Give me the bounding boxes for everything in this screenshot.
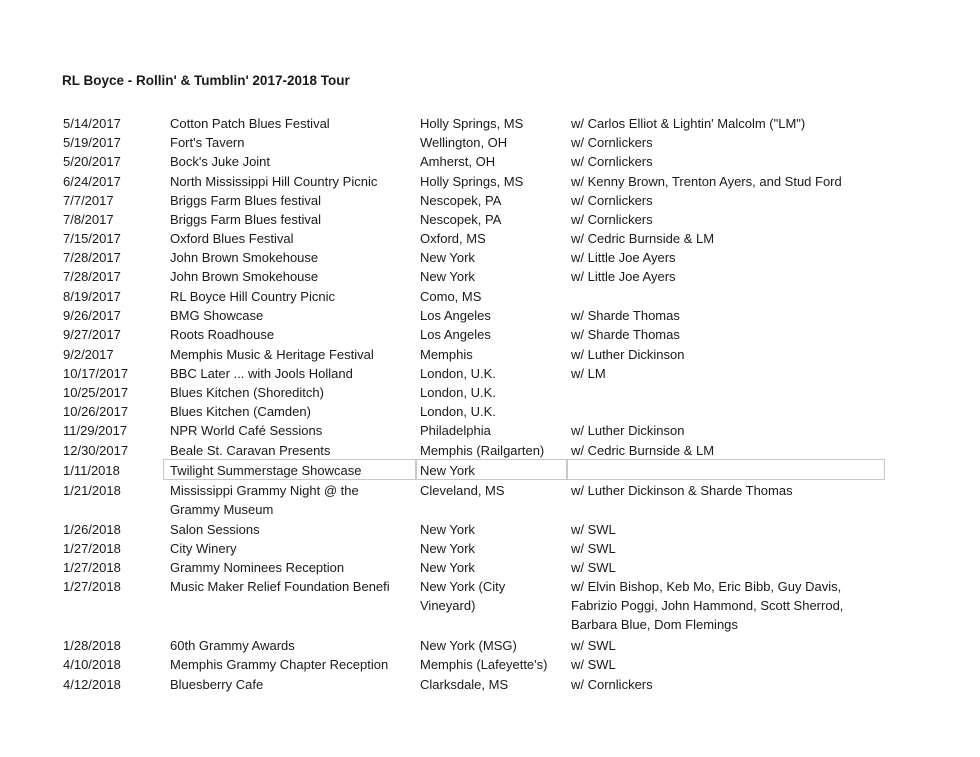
tour-location-line: Wellington, OH [420,135,508,150]
tour-date: 10/26/2017 [63,404,129,419]
tour-event-line: Mississippi Grammy Night @ the [170,483,359,498]
tour-location-line: New York [420,463,475,478]
tour-row [0,675,980,694]
tour-notes-line: w/ Cedric Burnside & LM [571,443,715,458]
tour-date: 6/24/2017 [63,174,121,189]
tour-location-line: Nescopek, PA [420,212,502,227]
tour-notes [571,152,971,171]
tour-location [420,539,565,558]
tour-date: 11/29/2017 [63,423,128,438]
tour-event-line: Blues Kitchen (Camden) [170,404,311,419]
tour-event [170,520,410,539]
tour-notes-line: w/ Cornlickers [571,154,653,169]
tour-event-line: Briggs Farm Blues festival [170,193,321,208]
tour-row [0,287,980,306]
tour-date: 10/17/2017 [63,366,129,381]
tour-event-line: Bock's Juke Joint [170,154,271,169]
tour-row [0,133,980,152]
tour-notes [571,267,971,286]
tour-row [0,402,980,421]
tour-event-line: Memphis Music & Heritage Festival [170,347,374,362]
tour-event [170,287,410,306]
tour-event-line: John Brown Smokehouse [170,269,319,284]
tour-row [0,421,980,440]
tour-location-line: Oxford, MS [420,231,486,246]
tour-location [420,364,565,383]
tour-date: 1/26/2018 [63,522,121,537]
tour-row [0,558,980,577]
tour-location [420,287,565,306]
tour-notes [571,325,971,344]
tour-date: 9/27/2017 [63,327,121,342]
tour-notes-line: w/ SWL [571,541,616,556]
tour-notes [571,114,971,133]
tour-notes-line: w/ Little Joe Ayers [571,250,676,265]
tour-location [420,133,565,152]
tour-row [0,191,980,210]
tour-notes [571,539,971,558]
tour-event-line: Oxford Blues Festival [170,231,294,246]
tour-event-line: Memphis Grammy Chapter Reception [170,657,389,672]
tour-location-line: Los Angeles [420,327,491,342]
tour-row [0,114,980,133]
tour-event [170,402,410,421]
tour-notes [571,210,971,229]
tour-notes [571,248,971,267]
tour-event-line: Beale St. Caravan Presents [170,443,331,458]
tour-event [170,675,410,694]
tour-row [0,172,980,191]
tour-event [170,441,410,460]
tour-location-line: New York [420,522,475,537]
tour-event-line: Grammy Museum [170,502,274,517]
tour-row [0,461,980,480]
tour-event [170,539,410,558]
tour-date: 5/14/2017 [63,116,121,131]
tour-date: 4/12/2018 [63,677,121,692]
tour-event [170,267,410,286]
tour-date: 9/2/2017 [63,347,114,362]
tour-date: 1/11/2018 [63,463,120,478]
tour-notes-line: w/ SWL [571,522,616,537]
tour-date: 5/20/2017 [63,154,121,169]
tour-notes-line: w/ Luther Dickinson [571,423,685,438]
tour-location [420,229,565,248]
tour-event-line: RL Boyce Hill Country Picnic [170,289,335,304]
tour-location [420,402,565,421]
tour-notes [571,229,971,248]
tour-row [0,577,980,632]
tour-location [420,558,565,577]
tour-date: 7/28/2017 [63,250,121,265]
tour-event-line: Grammy Nominees Reception [170,560,345,575]
tour-location-line: New York [420,269,475,284]
tour-location-line: Nescopek, PA [420,193,502,208]
tour-location [420,325,565,344]
tour-location-line: Memphis (Lafeyette's) [420,657,548,672]
tour-event-line: BMG Showcase [170,308,264,323]
tour-location-line: Cleveland, MS [420,483,505,498]
tour-row [0,345,980,364]
tour-notes [571,441,971,460]
tour-location [420,520,565,539]
tour-event-line: Briggs Farm Blues festival [170,212,321,227]
tour-row [0,520,980,539]
tour-notes-line: w/ Cedric Burnside & LM [571,231,715,246]
tour-location [420,172,565,191]
tour-row [0,325,980,344]
highlight-box [567,459,885,480]
tour-notes [571,364,971,383]
tour-event-line: Salon Sessions [170,522,260,537]
tour-location [420,267,565,286]
tour-location-line: Philadelphia [420,423,491,438]
tour-row [0,481,980,517]
tour-event [170,461,410,480]
tour-notes-line: w/ Cornlickers [571,677,653,692]
tour-location-line: London, U.K. [420,404,496,419]
tour-date: 7/7/2017 [63,193,114,208]
tour-event-line: Bluesberry Cafe [170,677,264,692]
tour-location [420,441,565,460]
tour-date: 1/27/2018 [63,560,121,575]
tour-location-line: New York [420,560,475,575]
tour-event-line: John Brown Smokehouse [170,250,319,265]
tour-notes [571,421,971,440]
tour-row [0,267,980,286]
tour-notes-line: Barbara Blue, Dom Flemings [571,617,738,632]
tour-notes-line: w/ LM [571,366,606,381]
tour-location-line: Memphis [420,347,473,362]
tour-event-line: City Winery [170,541,237,556]
tour-notes [571,520,971,539]
tour-location-line: Holly Springs, MS [420,174,524,189]
tour-event [170,655,410,674]
tour-event-line: North Mississippi Hill Country Picnic [170,174,378,189]
tour-notes-line: w/ Elvin Bishop, Keb Mo, Eric Bibb, Guy Davis, [571,579,842,594]
tour-event [170,152,410,171]
tour-event-line: Music Maker Relief Foundation Benefi [170,579,390,594]
tour-row [0,655,980,674]
tour-event [170,306,410,325]
tour-event [170,481,410,519]
tour-row [0,229,980,248]
tour-location-line: New York [420,250,475,265]
tour-notes [571,345,971,364]
tour-notes-line: Fabrizio Poggi, John Hammond, Scott Sherrod, [571,598,844,613]
tour-event-line: Roots Roadhouse [170,327,275,342]
tour-date: 5/19/2017 [63,135,121,150]
tour-row [0,636,980,655]
tour-location-line: Amherst, OH [420,154,496,169]
tour-notes-line: w/ SWL [571,638,616,653]
tour-location [420,636,565,655]
tour-notes [571,655,971,674]
tour-notes-line: w/ Luther Dickinson & Sharde Thomas [571,483,793,498]
tour-location [420,577,565,615]
tour-location [420,306,565,325]
tour-notes-line: w/ Kenny Brown, Trenton Ayers, and Stud Ford [571,174,842,189]
tour-row [0,364,980,383]
tour-notes-line: w/ Carlos Elliot & Lightin' Malcolm ("LM") [571,116,806,131]
tour-row [0,383,980,402]
tour-event [170,191,410,210]
tour-event [170,114,410,133]
tour-date: 7/8/2017 [63,212,114,227]
tour-location [420,191,565,210]
tour-event [170,636,410,655]
tour-date: 7/15/2017 [63,231,121,246]
tour-event [170,577,410,596]
tour-event-line: Cotton Patch Blues Festival [170,116,330,131]
tour-notes [571,558,971,577]
tour-notes-line: w/ Cornlickers [571,135,653,150]
tour-event-line: BBC Later ... with Jools Holland [170,366,353,381]
document-title: RL Boyce - Rollin' & Tumblin' 2017-2018 Tour [62,73,350,88]
tour-notes-line: w/ Sharde Thomas [571,308,680,323]
tour-event [170,383,410,402]
tour-notes-line: w/ Little Joe Ayers [571,269,676,284]
tour-event [170,248,410,267]
tour-row [0,210,980,229]
tour-row [0,539,980,558]
tour-notes-line: w/ SWL [571,560,616,575]
tour-notes [571,306,971,325]
tour-notes [571,191,971,210]
tour-location [420,383,565,402]
tour-event-line: Fort's Tavern [170,135,245,150]
tour-event-line: Twilight Summerstage Showcase [170,463,362,478]
tour-location-line: New York [420,541,475,556]
tour-row [0,248,980,267]
tour-location [420,210,565,229]
tour-location-line: Memphis (Railgarten) [420,443,545,458]
tour-location-line: London, U.K. [420,385,496,400]
tour-notes-line: w/ Cornlickers [571,193,653,208]
tour-event [170,345,410,364]
tour-event [170,210,410,229]
tour-location [420,461,565,480]
tour-notes [571,675,971,694]
tour-date: 9/26/2017 [63,308,121,323]
tour-notes [571,172,971,191]
tour-location-line: London, U.K. [420,366,496,381]
tour-notes-line: w/ Cornlickers [571,212,653,227]
tour-location [420,481,565,500]
tour-date: 12/30/2017 [63,443,129,458]
tour-date: 4/10/2018 [63,657,121,672]
tour-location-line: Los Angeles [420,308,491,323]
tour-notes [571,577,971,634]
tour-notes [571,636,971,655]
tour-date: 1/27/2018 [63,579,121,594]
tour-notes-line: w/ SWL [571,657,616,672]
tour-event [170,325,410,344]
tour-date: 1/21/2018 [63,483,121,498]
tour-row [0,441,980,460]
tour-location [420,655,565,674]
tour-location-line: Clarksdale, MS [420,677,509,692]
tour-location-line: New York (MSG) [420,638,517,653]
tour-date: 10/25/2017 [63,385,129,400]
tour-notes [571,133,971,152]
tour-event [170,421,410,440]
tour-notes-line: w/ Sharde Thomas [571,327,680,342]
tour-location [420,248,565,267]
tour-location [420,675,565,694]
tour-event [170,558,410,577]
tour-location [420,114,565,133]
tour-notes [571,481,971,500]
tour-event [170,364,410,383]
tour-event [170,133,410,152]
tour-date: 1/27/2018 [63,541,121,556]
tour-location [420,421,565,440]
tour-event-line: NPR World Café Sessions [170,423,323,438]
tour-event [170,229,410,248]
tour-location-line: Vineyard) [420,598,476,613]
tour-location-line: New York (City [420,579,506,594]
tour-row [0,152,980,171]
tour-location-line: Como, MS [420,289,482,304]
tour-date: 1/28/2018 [63,638,121,653]
tour-location-line: Holly Springs, MS [420,116,524,131]
tour-location [420,345,565,364]
tour-notes-line: w/ Luther Dickinson [571,347,685,362]
tour-event-line: 60th Grammy Awards [170,638,295,653]
tour-event-line: Blues Kitchen (Shoreditch) [170,385,324,400]
tour-location [420,152,565,171]
tour-date: 8/19/2017 [63,289,121,304]
tour-event [170,172,410,191]
tour-date: 7/28/2017 [63,269,121,284]
tour-row [0,306,980,325]
